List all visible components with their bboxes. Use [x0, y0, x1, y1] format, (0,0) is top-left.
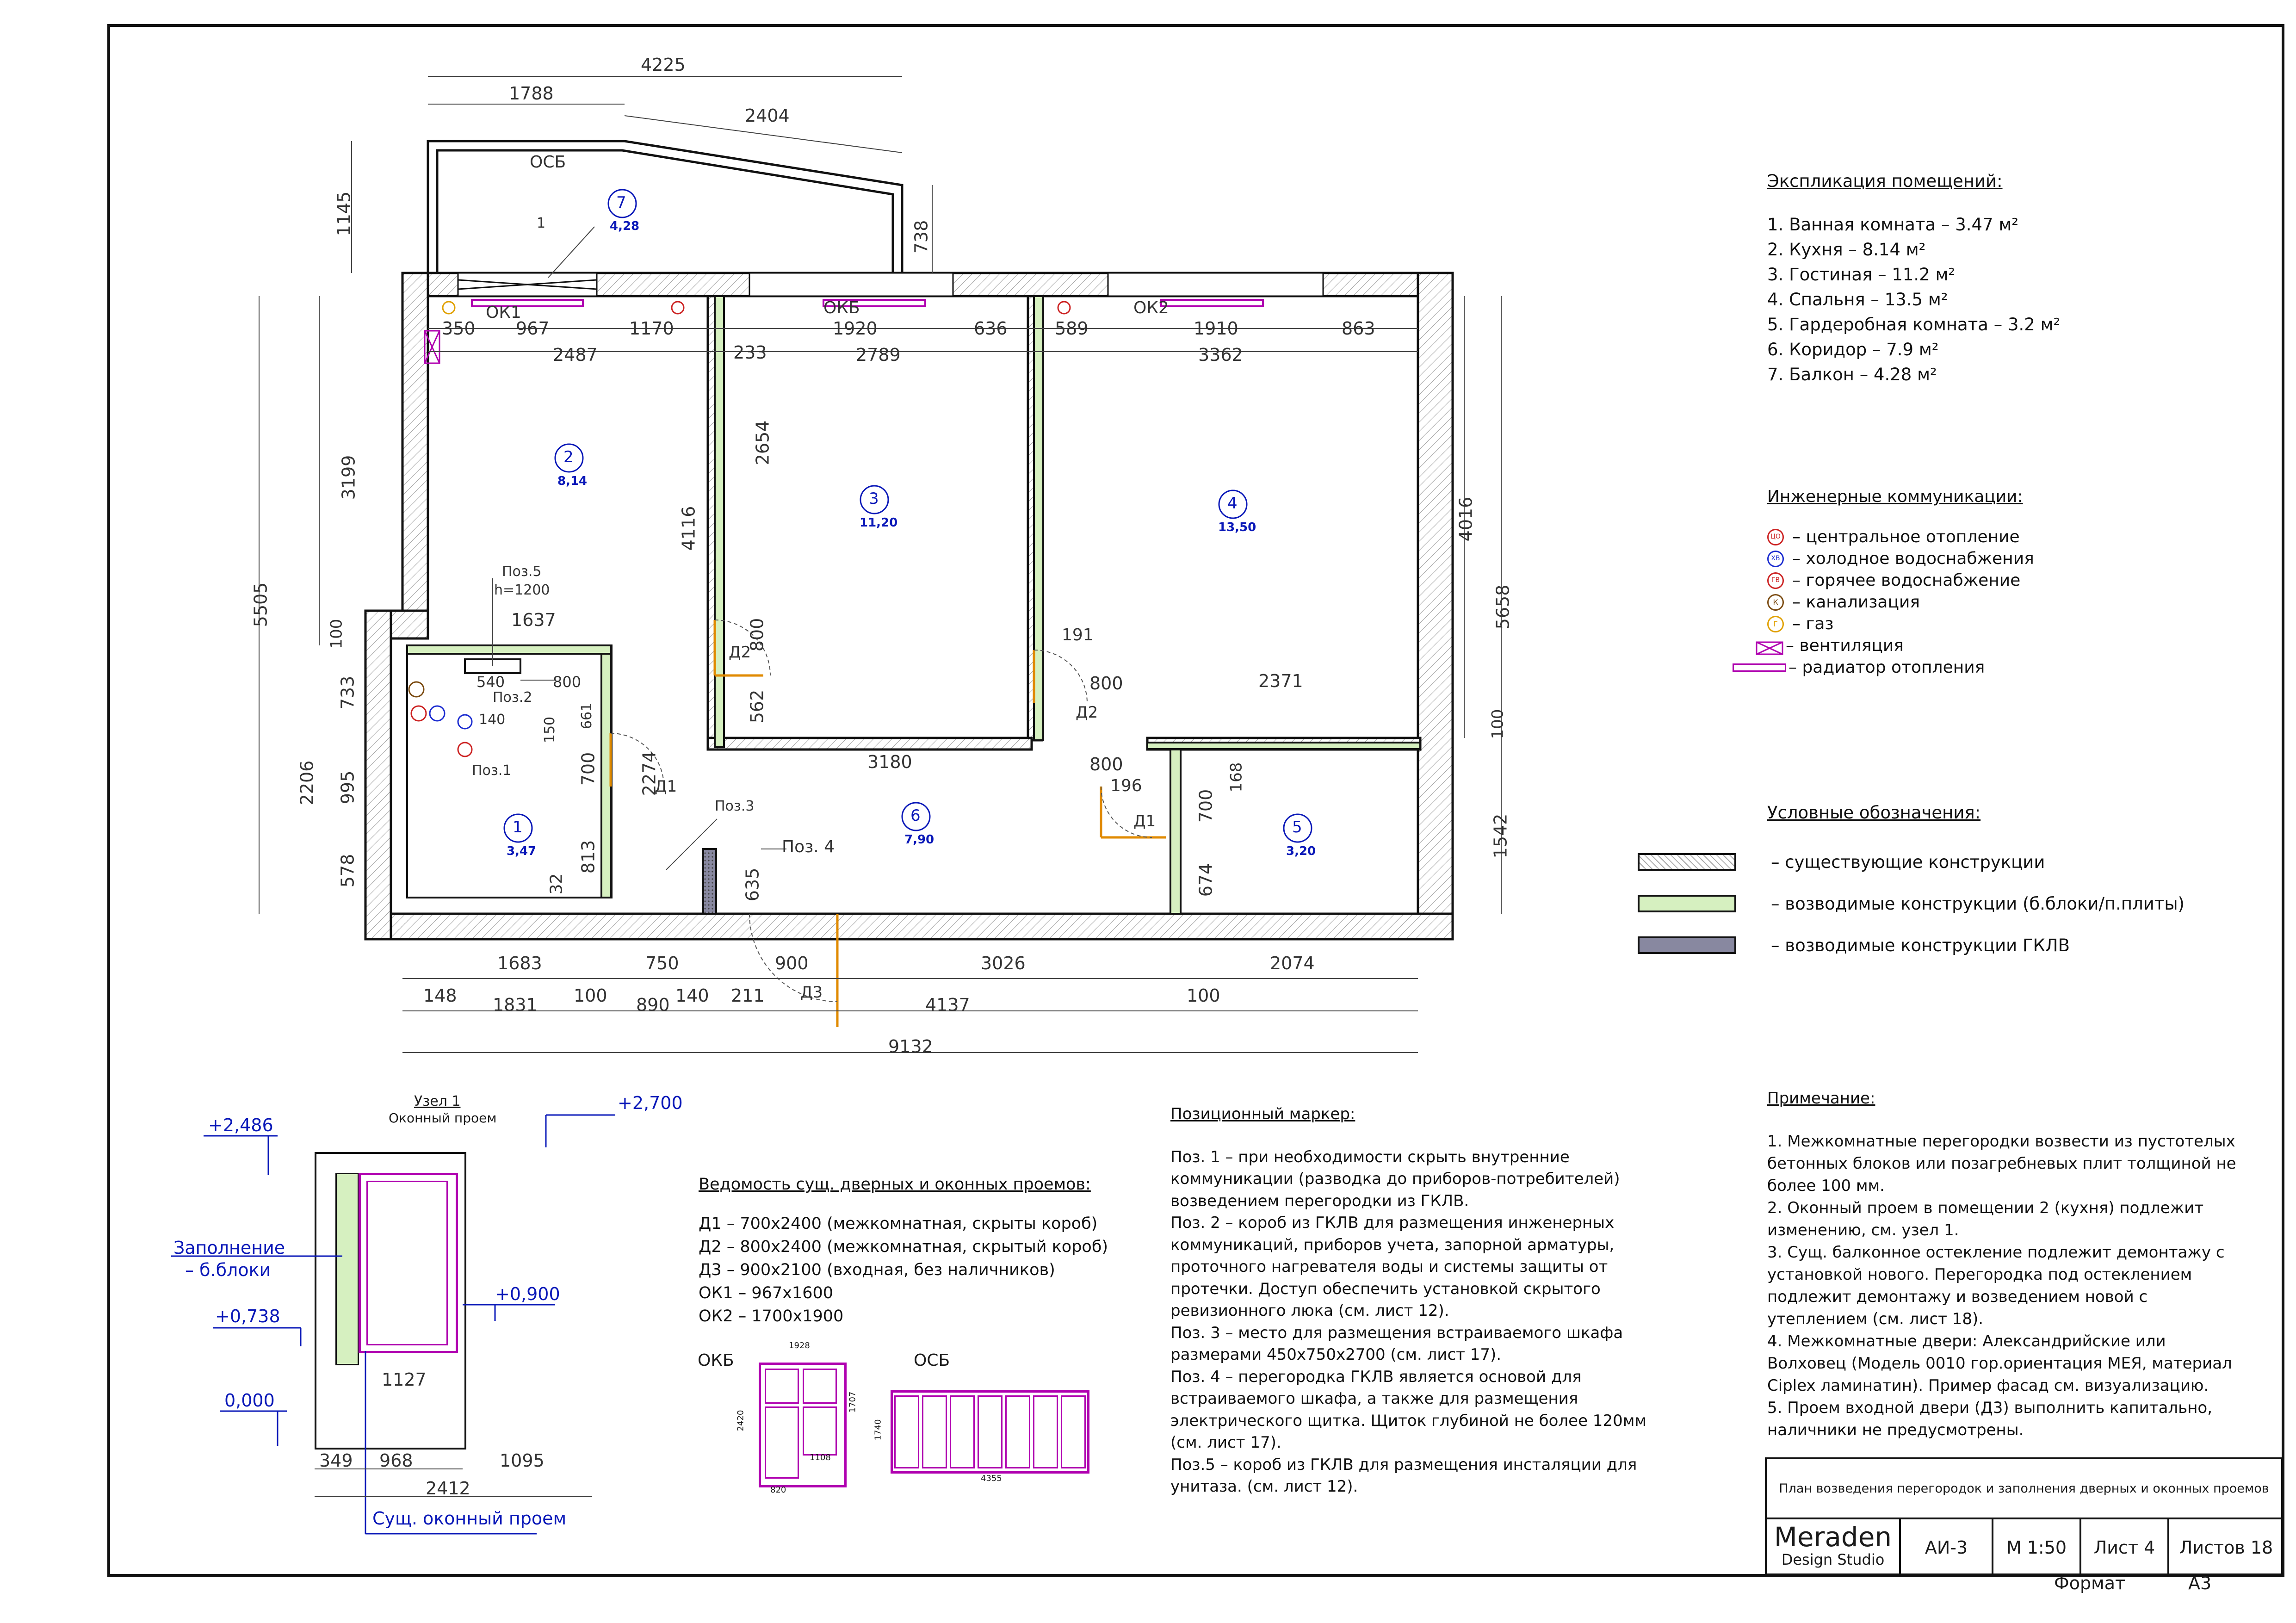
room-1-num: 1: [513, 818, 523, 836]
schedule-item: ОК1 – 967х1600: [699, 1284, 834, 1302]
explication-item: 1. Ванная комната – 3.47 м²: [1767, 215, 2019, 235]
engineering-row: [1767, 570, 2034, 591]
level-0738: +0,738: [215, 1306, 280, 1326]
room-6-area: 7,90: [904, 833, 934, 847]
positions-line: Поз. 4 – перегородка ГКЛВ является основой для: [1170, 1367, 1582, 1386]
dim-text: 4137: [925, 995, 970, 1015]
stamp-code: АИ-3: [1901, 1519, 1993, 1575]
room-2-num: 2: [563, 448, 574, 466]
okb-dim: 2420: [736, 1410, 746, 1431]
dim-text: 2274: [639, 751, 660, 796]
notes-line: наличники не предусмотрены.: [1767, 1421, 2024, 1439]
label-d2a: Д2: [729, 643, 751, 662]
schedule-title: Ведомость сущ. дверных и оконных проемов:: [699, 1175, 1091, 1194]
positions-line: ревизионного люка (см. лист 12).: [1170, 1301, 1449, 1320]
level-2700: +2,700: [618, 1093, 683, 1113]
cold-water-icon: ХВ: [1767, 551, 1784, 567]
explication-item: 3. Гостиная – 11.2 м²: [1767, 265, 1956, 285]
gklv-construction-swatch: [1638, 936, 1736, 954]
label-h1200: h=1200: [494, 582, 550, 598]
okb-sash: [803, 1406, 837, 1456]
positions-line: Поз.5 – короб из ГКЛВ для размещения инсталяции для: [1170, 1455, 1637, 1474]
dim-text: 350: [442, 318, 476, 339]
node-detail: [139, 1090, 740, 1552]
explication-item: 4. Спальня – 13.5 м²: [1767, 290, 1948, 310]
label-poz5: Поз.5: [502, 564, 542, 580]
label-d3: Д3: [800, 983, 823, 1002]
positions-line: коммуникаций, приборов учета, запорной арматуры,: [1170, 1235, 1615, 1254]
dim-text: 1542: [1490, 813, 1511, 859]
stamp-title: План возведения перегородок и заполнения дверных и оконных проемов: [1767, 1459, 2281, 1519]
dim-text: 1683: [497, 953, 542, 973]
engineering-label: – горячее водоснабжение: [1792, 571, 2021, 590]
room-7-num: 7: [616, 193, 626, 212]
schedule-item: Д3 – 900х2100 (входная, без наличников): [699, 1261, 1055, 1279]
positions-line: Поз. 3 – место для размещения встраиваемого шкафа: [1170, 1323, 1623, 1342]
notes-line: изменению, см. узел 1.: [1767, 1221, 1959, 1239]
dim-text: 1910: [1194, 318, 1238, 339]
notes-line: 2. Оконный проем в помещении 2 (кухня) подлежит: [1767, 1199, 2204, 1217]
osb-sash: [1061, 1395, 1086, 1468]
explication-item: 6. Коридор – 7.9 м²: [1767, 340, 1939, 359]
dim-text: 2371: [1258, 671, 1303, 691]
osb-sash: [950, 1395, 975, 1468]
dim-text: 800: [1089, 754, 1123, 774]
dim-text: 2206: [297, 760, 317, 805]
dim-text: 3199: [338, 455, 359, 500]
dim-text: 3362: [1198, 345, 1243, 365]
dim-text: 100: [1488, 709, 1507, 739]
label-poz3: Поз.3: [715, 798, 755, 814]
dim-text: 140: [675, 985, 709, 1006]
osb-window-drawing: [891, 1390, 1089, 1474]
dim-text: 800: [747, 618, 767, 652]
dim-text: 100: [574, 985, 607, 1006]
existing-opening-label: Сущ. оконный проем: [372, 1508, 567, 1529]
dim-text: 150: [542, 716, 558, 743]
dim-text: 3180: [867, 752, 912, 772]
engineering-label: – центральное отопление: [1792, 527, 2020, 546]
dim-text: 800: [1089, 673, 1123, 694]
legend-label: – возводимые конструкции (б.блоки/п.плиты): [1771, 893, 2185, 914]
room-3-area: 11,20: [860, 516, 898, 530]
engineering-row: [1767, 635, 2034, 657]
schedule-item: ОК2 – 1700х1900: [699, 1307, 844, 1326]
notes-line: бетонных блоков или позагребневых плит толщиной не: [1767, 1154, 2236, 1173]
existing-construction-swatch: [1638, 853, 1736, 871]
osb-sash: [894, 1395, 919, 1468]
title-stamp: [1765, 1457, 2283, 1575]
dim-text: 191: [1062, 626, 1094, 644]
dim-text: 562: [747, 689, 767, 724]
dim-text: 738: [911, 220, 932, 254]
schedule-item: Д2 – 800х2400 (межкомнатная, скрытый короб): [699, 1238, 1108, 1256]
stamp-company: Meraden: [1774, 1521, 1892, 1553]
schedule-item: Д1 – 700х2400 (межкомнатная, скрыты короб): [699, 1214, 1098, 1233]
positions-line: встраиваемого шкафа, а также для размещения: [1170, 1389, 1578, 1408]
positions-line: протечки. Доступ обеспечить установкой скрытого: [1170, 1279, 1601, 1298]
label-d1b: Д1: [1133, 812, 1156, 830]
engineering-title: Инженерные коммуникации:: [1767, 487, 2023, 506]
engineering-label: – вентиляция: [1786, 636, 1904, 655]
okb-dim: 1707: [848, 1391, 858, 1413]
stamp-company-cell: [1767, 1519, 1901, 1575]
engineering-row: [1767, 548, 2034, 570]
dim-text: 863: [1342, 318, 1375, 339]
label-okb: ОКБ: [823, 298, 860, 317]
dim-text: 967: [516, 318, 550, 339]
dim-text: 578: [337, 854, 358, 888]
positions-title: Позиционный маркер:: [1170, 1105, 1355, 1123]
stamp-sheet: Лист 4: [2081, 1519, 2169, 1575]
osb-dim: 1740: [873, 1419, 883, 1441]
dim-text: 2487: [553, 345, 598, 365]
dim-text: 196: [1110, 776, 1142, 795]
new-construction-swatch: [1638, 895, 1736, 912]
node-dim: 968: [379, 1450, 413, 1471]
fill-label-2: – б.блоки: [185, 1260, 271, 1280]
dim-text: 9132: [888, 1036, 933, 1057]
legend-row: [1638, 924, 2185, 966]
engineering-label: – радиатор отопления: [1789, 658, 1985, 677]
explication-item: 5. Гардеробная комната – 3.2 м²: [1767, 315, 2061, 335]
positions-line: размерами 450х750х2700 (см. лист 17).: [1170, 1345, 1502, 1364]
dim-text: 1920: [833, 318, 878, 339]
stamp-company-sub: Design Studio: [1781, 1551, 1885, 1568]
notes-line: подлежит демонтажу и возведением новой с: [1767, 1288, 2148, 1306]
dim-text: 2789: [856, 345, 901, 365]
notes-line: более 100 мм.: [1767, 1177, 1885, 1195]
okb-sash: [765, 1369, 799, 1404]
positions-line: электрического щитка. Щиток глубиной не более 120мм: [1170, 1411, 1646, 1430]
room-6-num: 6: [910, 806, 921, 825]
osb-sash: [1005, 1395, 1030, 1468]
dim-text: 700: [578, 752, 599, 786]
engineering-label: – канализация: [1792, 593, 1920, 612]
okb-dim: 820: [770, 1485, 786, 1495]
dim-text: 3026: [981, 953, 1026, 973]
stamp-scale: М 1:50: [1993, 1519, 2081, 1575]
dim-text: 813: [578, 840, 599, 874]
positions-line: Поз. 1 – при необходимости скрыть внутренние: [1170, 1147, 1570, 1166]
dim-text: 589: [1055, 318, 1089, 339]
schedule-block: [699, 1173, 1108, 1328]
dim-text: 5658: [1492, 584, 1513, 630]
dim-text: 636: [974, 318, 1008, 339]
dim-text: 148: [423, 985, 457, 1006]
room-7-area: 4,28: [610, 219, 640, 233]
positions-line: унитаза. (см. лист 12).: [1170, 1477, 1358, 1496]
osb-sash: [1033, 1395, 1058, 1468]
dim-text: 1831: [493, 995, 538, 1015]
radiator-icon: [1733, 663, 1786, 672]
room-4-area: 13,50: [1218, 520, 1256, 534]
node-subtitle: Оконный проем: [389, 1110, 497, 1126]
room-5-area: 3,20: [1286, 844, 1316, 858]
dim-text: 4225: [641, 55, 686, 75]
heating-icon: ЦО: [1767, 529, 1784, 545]
ventilation-icon: [1756, 639, 1783, 653]
dim-text: 733: [337, 675, 358, 710]
dim-text: 4116: [678, 506, 699, 551]
dim-text: 635: [742, 867, 763, 902]
dim-text: 100: [1187, 985, 1220, 1006]
legend-title: Условные обозначения:: [1767, 803, 1981, 823]
node-title: Узел 1: [414, 1093, 461, 1109]
stamp-sheets: Листов 18: [2179, 1537, 2273, 1558]
level-0000: 0,000: [224, 1390, 275, 1411]
dim-text: 1170: [629, 318, 674, 339]
notes-line: 5. Проем входной двери (Д3) выполнить капитально,: [1767, 1399, 2213, 1417]
label-poz2: Поз.2: [493, 689, 532, 706]
room-4-num: 4: [1227, 494, 1238, 513]
label-d2b: Д2: [1076, 703, 1098, 722]
dim-text: 995: [337, 770, 358, 805]
legend-label: – существующие конструкции: [1771, 852, 2045, 872]
engineering-row: [1767, 657, 2034, 678]
positions-line: коммуникации (разводка до приборов-потребителей): [1170, 1170, 1620, 1188]
legend-label: – возводимые конструкции ГКЛВ: [1771, 935, 2070, 955]
notes-line: установкой нового. Перегородка под остеклением: [1767, 1265, 2192, 1284]
dim-text: 32: [547, 873, 566, 895]
okb-label: ОКБ: [698, 1351, 734, 1370]
label-ok1: ОК1: [486, 303, 521, 322]
legend-block: [1638, 803, 2185, 966]
dim-text: 233: [733, 342, 767, 363]
explication-title: Экспликация помещений:: [1767, 171, 2003, 191]
positions-block: [1170, 1103, 1656, 1498]
node-dim: 2412: [426, 1478, 470, 1499]
dim-text: 5505: [250, 582, 271, 627]
osb-sash: [922, 1395, 947, 1468]
engineering-row: [1767, 591, 2034, 613]
positions-line: Поз. 2 – короб из ГКЛВ для размещения инженерных: [1170, 1214, 1615, 1232]
dim-text: 1788: [509, 83, 554, 104]
dim-text: 168: [1227, 762, 1246, 793]
label-ok2: ОК2: [1133, 298, 1169, 317]
osb-label: ОСБ: [914, 1351, 950, 1370]
positions-line: (см. лист 17).: [1170, 1433, 1281, 1452]
format-label: Формат: [2054, 1573, 2126, 1593]
label-poz1: Поз.1: [472, 762, 512, 779]
legend-row: [1638, 841, 2185, 883]
notes-line: Волховец (Модель 0010 гор.ориентация МЕЯ, материал: [1767, 1354, 2232, 1373]
room-2-area: 8,14: [557, 474, 588, 488]
notes-line: утеплением (см. лист 18).: [1767, 1310, 1984, 1328]
dim-text: 540: [477, 673, 505, 691]
node-dim: 349: [319, 1450, 353, 1471]
engineering-label: – газ: [1792, 614, 1834, 633]
positions-line: возведением перегородки из ГКЛВ.: [1170, 1191, 1469, 1210]
node-dim: 1095: [500, 1450, 545, 1471]
dim-text: 100: [327, 619, 346, 649]
format-value: А3: [2188, 1573, 2212, 1593]
osb-dim: 4355: [981, 1474, 1002, 1483]
okb-sash: [765, 1406, 799, 1479]
osb-sash: [978, 1395, 1003, 1468]
engineering-label: – холодное водоснабжения: [1792, 549, 2034, 568]
explication-item: 7. Балкон – 4.28 м²: [1767, 365, 1937, 384]
explication-block: [1767, 169, 2060, 387]
dim-text: 900: [775, 953, 809, 973]
dim-text: 661: [579, 702, 595, 730]
label-mark1: 1: [537, 215, 546, 231]
notes-line: 4. Межкомнатные двери: Александрийские или: [1767, 1332, 2166, 1350]
dim-text: 4016: [1455, 496, 1476, 542]
room-3-num: 3: [869, 489, 879, 508]
dim-text: 2404: [745, 105, 790, 126]
node-lines: [139, 1090, 740, 1552]
level-0900: +0,900: [495, 1284, 560, 1304]
fill-label-1: Заполнение: [173, 1238, 285, 1258]
legend-row: [1638, 883, 2185, 924]
dim-text: 1145: [334, 191, 354, 236]
label-poz4: Поз. 4: [782, 837, 835, 856]
engineering-row: [1767, 613, 2034, 635]
label-osb: ОСБ: [530, 153, 566, 172]
dim-text: 2654: [752, 420, 773, 465]
okb-window-drawing: [759, 1363, 847, 1487]
room-1-area: 3,47: [507, 844, 537, 858]
dim-text: 140: [479, 712, 506, 728]
notes-line: Ciplex ламинатин). Пример фасад см. визуализацию.: [1767, 1376, 2209, 1395]
okb-dim: 1108: [810, 1453, 831, 1462]
engineering-row: [1767, 526, 2034, 548]
notes-block: [1767, 1087, 2258, 1441]
okb-dim: 1928: [789, 1341, 810, 1350]
gas-icon: Г: [1767, 616, 1784, 632]
hot-water-icon: ГВ: [1767, 572, 1784, 589]
dim-text: 700: [1195, 789, 1216, 823]
sewage-icon: К: [1767, 594, 1784, 611]
notes-line: 3. Сущ. балконное остекление подлежит демонтажу с: [1767, 1243, 2225, 1262]
okb-sash: [803, 1369, 837, 1404]
notes-title: Примечание:: [1767, 1089, 1875, 1108]
dim-text: 890: [636, 995, 670, 1015]
explication-item: 2. Кухня – 8.14 м²: [1767, 240, 1926, 260]
node-dim: 1127: [382, 1369, 427, 1390]
dim-text: 1637: [511, 610, 556, 630]
dim-text: 211: [731, 985, 765, 1006]
room-5-num: 5: [1292, 818, 1302, 836]
notes-line: 1. Межкомнатные перегородки возвести из пустотелых: [1767, 1132, 2235, 1151]
engineering-block: [1767, 486, 2034, 678]
label-d1a: Д1: [655, 777, 677, 796]
dim-text: 2074: [1270, 953, 1315, 973]
level-2486: +2,486: [208, 1115, 273, 1135]
positions-line: проточного нагревателя воды и системы защиты от: [1170, 1258, 1608, 1276]
dim-text: 750: [645, 953, 679, 973]
dim-text: 674: [1195, 863, 1216, 897]
dim-text: 800: [553, 673, 582, 691]
